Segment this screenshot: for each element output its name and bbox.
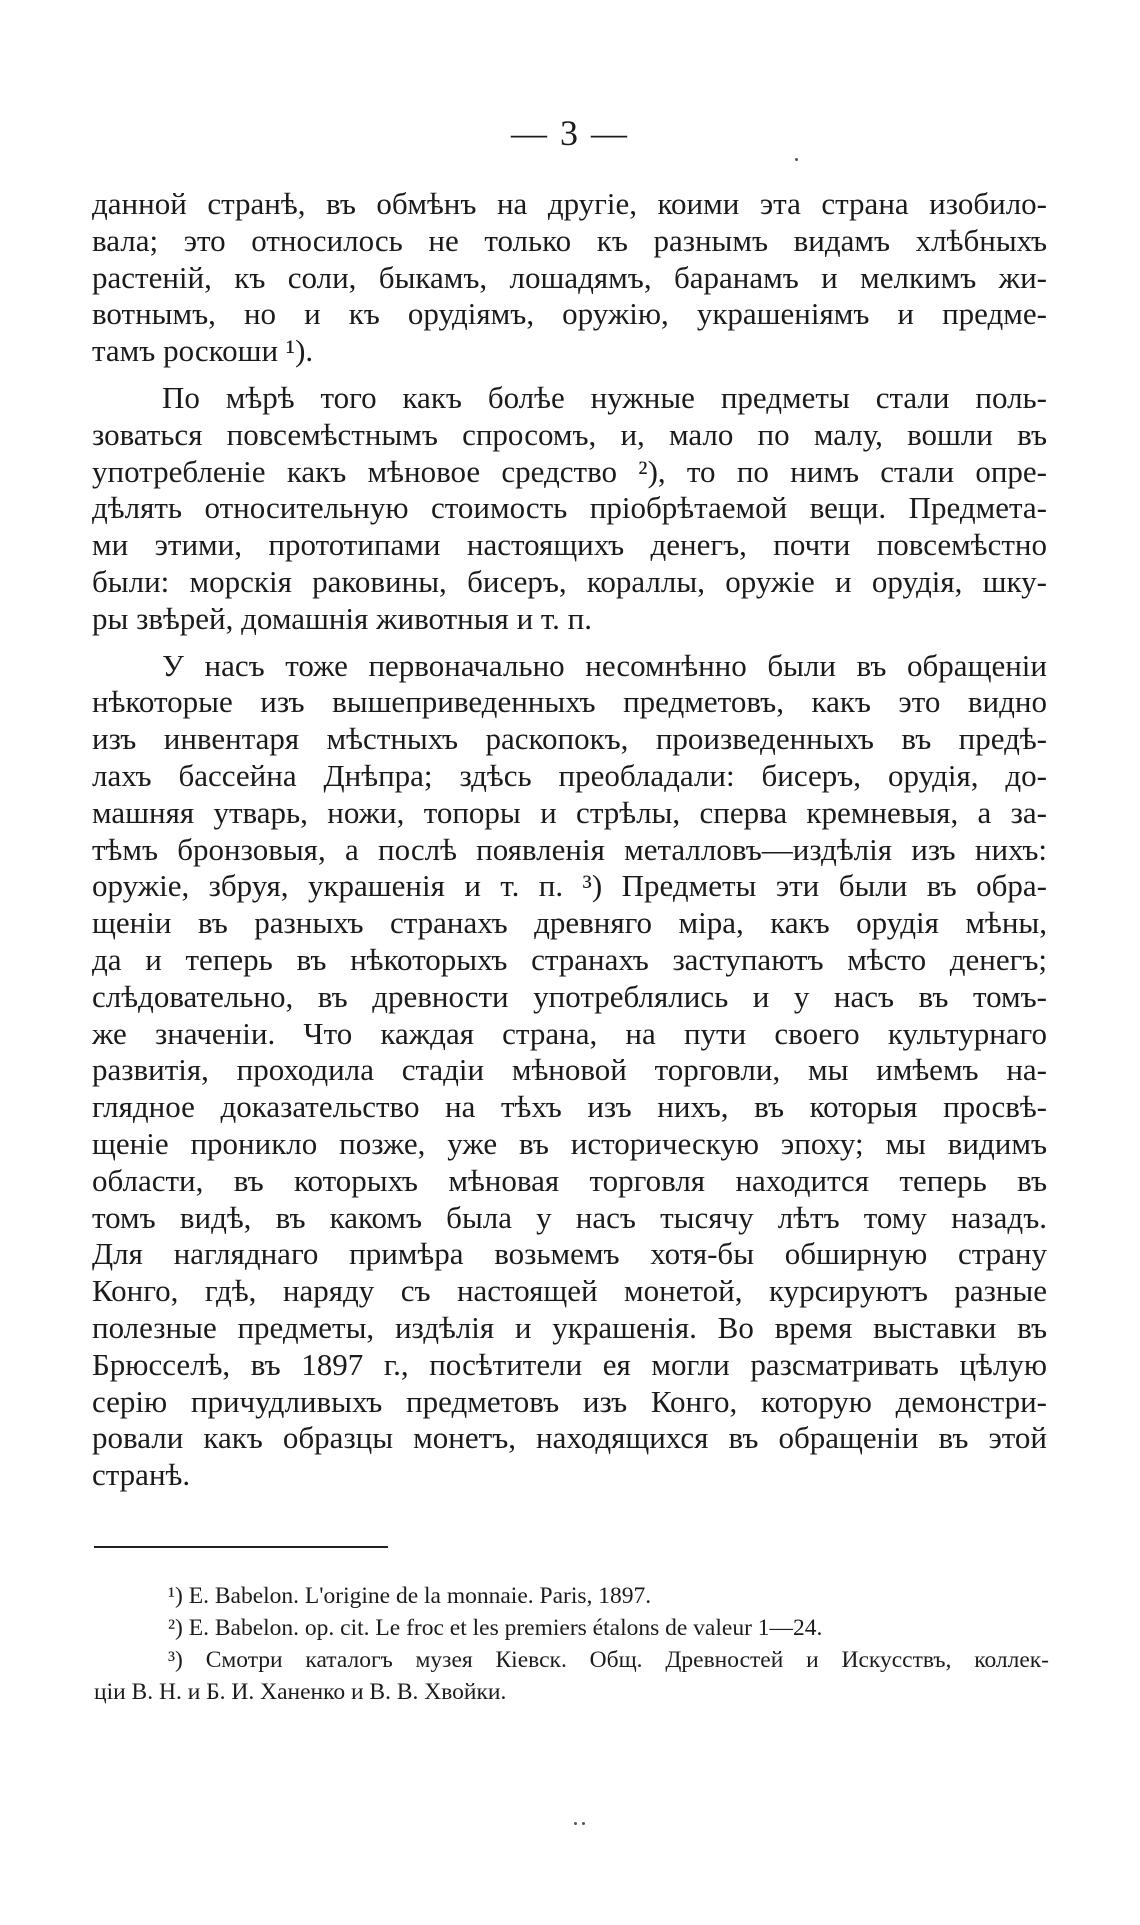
- footnote-1: [94, 1580, 1049, 1612]
- text-line: ми этими, прототипами настоящихъ денегъ, почти повсемѣстно: [92, 527, 1047, 563]
- text-line: слѣдовательно, въ древности употреблялись и у насъ въ томъ-: [92, 978, 1047, 1014]
- footnote-2: [94, 1612, 1049, 1644]
- text-line: По мѣрѣ того какъ болѣе нужные предметы стали поль-: [162, 379, 1047, 415]
- text-line: данной странѣ, въ обмѣнъ на другіе, коими эта страна изобило-: [92, 186, 1047, 221]
- paragraph: [92, 648, 1047, 1494]
- text-line: ровали какъ образцы монетъ, находящихся въ обращеніи въ этой: [92, 1420, 1047, 1456]
- paragraph-gap: [92, 370, 1047, 380]
- footnote-text: E. Babelon. L'origine de la monnaie. Paris, 1897.: [188, 1583, 652, 1609]
- text-line: Для нагляднаго примѣра возьмемъ хотя-бы обширную страну: [92, 1236, 1047, 1272]
- paragraph: [92, 186, 1047, 370]
- text-line: изъ инвентаря мѣстныхъ раскопокъ, произведенныхъ въ предѣ-: [92, 721, 1047, 757]
- footnote-3-continuation: ціи В. Н. и Б. И. Ханенко и В. В. Хвойки.: [94, 1679, 507, 1705]
- text-line: употребленіе какъ мѣновое средство ²), то по нимъ стали опре-: [92, 453, 1047, 489]
- text-line: глядное доказательство на тѣхъ изъ нихъ, въ которыя просвѣ-: [92, 1089, 1047, 1125]
- paragraph: [92, 380, 1047, 638]
- footnote-divider: [94, 1546, 388, 1548]
- text-line: Брюсселѣ, въ 1897 г., посѣтители ея могли разсматривать цѣлую: [92, 1346, 1047, 1382]
- print-speck: [574, 1822, 577, 1825]
- footnote-3: [94, 1644, 1049, 1676]
- footnote-text: Смотри каталогъ музея Кіевск. Общ. Древностей и Искусствъ, коллек-: [205, 1647, 1050, 1673]
- text-line: вала; это относилось не только къ разнымъ видамъ хлѣбныхъ: [92, 222, 1047, 258]
- footnote-marker: ²): [168, 1615, 183, 1641]
- page-number: — 3 —: [511, 113, 629, 153]
- text-line: оружіе, збруя, украшенія и т. п. ³) Предметы эти были въ обра-: [92, 868, 1047, 904]
- text-line: лахъ бассейна Днѣпра; здѣсь преобладали: бисеръ, орудія, до-: [92, 757, 1047, 793]
- text-line: томъ видѣ, въ какомъ была у насъ тысячу лѣтъ тому назадъ.: [92, 1199, 1047, 1235]
- footnote-text: E. Babelon. op. cit. Le froc et les premiers étalons de valeur 1—24.: [188, 1615, 823, 1641]
- text-line: тѣмъ бронзовыя, а послѣ появленія металловъ—издѣлія изъ нихъ:: [92, 831, 1047, 867]
- text-line: вотнымъ, но и къ орудіямъ, оружію, украшеніямъ и предме-: [92, 296, 1047, 332]
- text-line: зоваться повсемѣстнымъ спросомъ, и, мало по малу, вошли въ: [92, 416, 1047, 452]
- text-line: серію причудливыхъ предметовъ изъ Конго, которую демонстри-: [92, 1383, 1047, 1419]
- text-line: тамъ роскоши ¹).: [92, 333, 314, 369]
- footnote-marker: ¹): [168, 1583, 183, 1609]
- text-line: ры звѣрей, домашнія животныя и т. п.: [92, 600, 592, 636]
- text-line: странѣ.: [92, 1457, 191, 1493]
- footnotes: [94, 1580, 1049, 1708]
- text-line: нѣкоторые изъ вышеприведенныхъ предметовъ, какъ это видно: [92, 684, 1047, 720]
- text-line: да и теперь въ нѣкоторыхъ странахъ заступаютъ мѣсто денегъ;: [92, 941, 1047, 977]
- text-line: полезные предметы, издѣлія и украшенія. Во время выставки въ: [92, 1309, 1047, 1345]
- print-speck: [795, 158, 798, 161]
- footnote-marker: ³): [168, 1647, 183, 1673]
- text-line: были: морскія раковины, бисеръ, кораллы, оружіе и орудія, шку-: [92, 563, 1047, 599]
- text-line: развитія, проходила стадіи мѣновой торговли, мы имѣемъ на-: [92, 1052, 1047, 1088]
- text-line: дѣлять относительную стоимость пріобрѣтаемой вещи. Предмета-: [92, 490, 1047, 526]
- print-speck: [582, 1822, 585, 1825]
- text-line: растеній, къ соли, быкамъ, лошадямъ, баранамъ и мелкимъ жи-: [92, 259, 1047, 295]
- paragraph-gap: [92, 638, 1047, 648]
- text-line: щеніе проникло позже, уже въ историческую эпоху; мы видимъ: [92, 1125, 1047, 1161]
- text-line: же значеніи. Что каждая страна, на пути своего культурнаго: [92, 1015, 1047, 1051]
- text-line: Конго, гдѣ, наряду съ настоящей монетой, курсируютъ разные: [92, 1273, 1047, 1309]
- text-line: машняя утварь, ножи, топоры и стрѣлы, сперва кремневыя, а за-: [92, 794, 1047, 830]
- text-line: области, въ которыхъ мѣновая торговля находится теперь въ: [92, 1162, 1047, 1198]
- text-line: У насъ тоже первоначально несомнѣнно были въ обращеніи: [162, 647, 1047, 683]
- main-text: [92, 186, 1047, 1494]
- text-line: щеніи въ разныхъ странахъ древняго міра, какъ орудія мѣны,: [92, 905, 1047, 941]
